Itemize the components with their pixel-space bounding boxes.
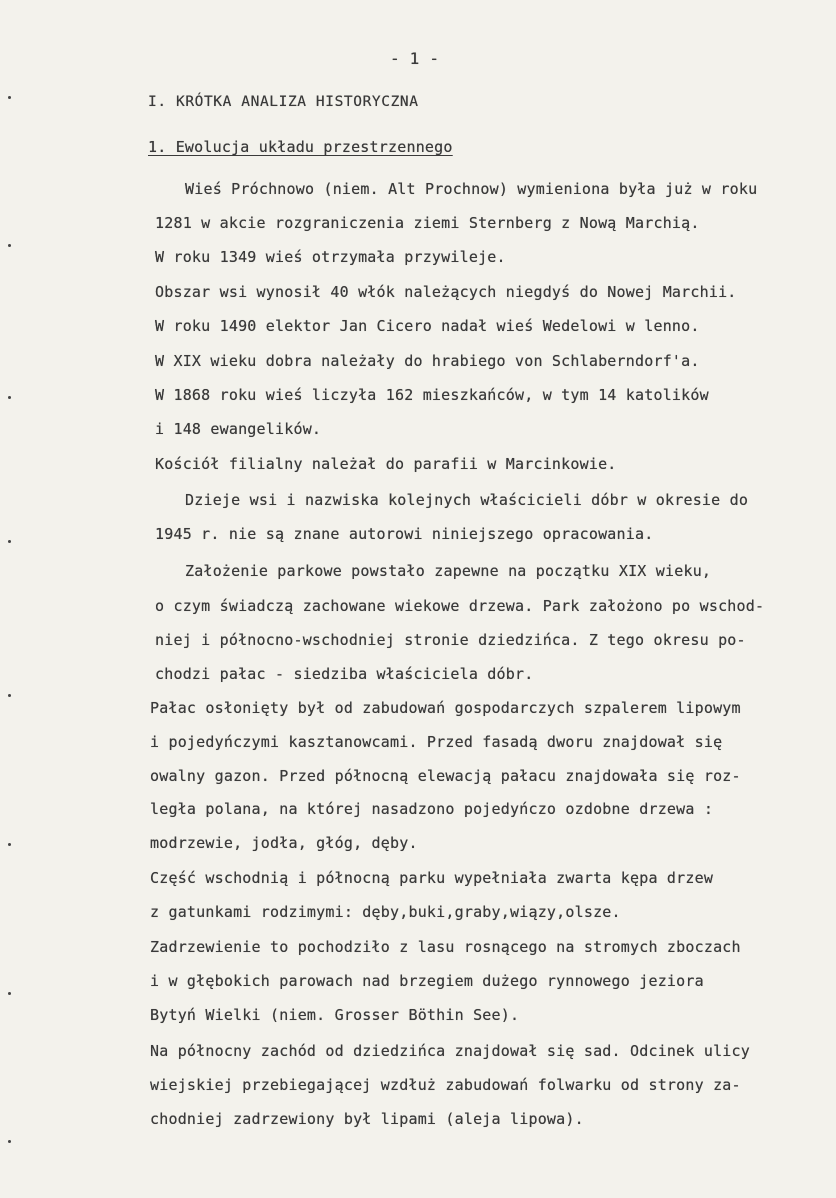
margin-punch-dot	[8, 244, 11, 247]
text-line: owalny gazon. Przed północną elewacją pałacu znajdowała się roz-	[150, 767, 741, 785]
margin-punch-dot	[8, 992, 11, 995]
text-line: o czym świadczą zachowane wiekowe drzewa. Park założono po wschod-	[155, 597, 765, 615]
margin-punch-dot	[8, 843, 11, 846]
margin-punch-dot	[8, 1140, 11, 1143]
text-line: Wieś Próchnowo (niem. Alt Prochnow) wymieniona była już w roku	[185, 180, 758, 198]
text-line: Pałac osłonięty był od zabudowań gospodarczych szpalerem lipowym	[150, 699, 741, 717]
section-title: I. KRÓTKA ANALIZA HISTORYCZNA	[148, 94, 419, 110]
text-line: niej i północno-wschodniej stronie dziedzińca. Z tego okresu po-	[155, 631, 746, 649]
text-line: Na północny zachód od dziedzińca znajdował się sad. Odcinek ulicy	[150, 1042, 750, 1060]
text-line: Obszar wsi wynosił 40 włók należących niegdyś do Nowej Marchii.	[155, 283, 737, 301]
text-line: W roku 1490 elektor Jan Cicero nadał wieś Wedelowi w lenno.	[155, 317, 700, 335]
text-line: i w głębokich parowach nad brzegiem dużego rynnowego jeziora	[150, 972, 704, 990]
text-line: W roku 1349 wieś otrzymała przywileje.	[155, 248, 506, 266]
text-line: chodzi pałac - siedziba właściciela dóbr.	[155, 665, 534, 683]
margin-punch-dot	[8, 540, 11, 543]
text-line: chodniej zadrzewiony był lipami (aleja lipowa).	[150, 1110, 584, 1128]
subsection-title: 1. Ewolucja układu przestrzennego	[148, 138, 453, 156]
text-line: Bytyń Wielki (niem. Grosser Böthin See).	[150, 1006, 520, 1024]
text-line: i 148 ewangelików.	[155, 420, 322, 438]
text-line: legła polana, na której nasadzono pojedyńczo ozdobne drzewa :	[150, 800, 714, 818]
text-line: W 1868 roku wieś liczyła 162 mieszkańców, w tym 14 katolików	[155, 386, 709, 404]
text-line: wiejskiej przebiegającej wzdłuż zabudowań folwarku od strony za-	[150, 1076, 741, 1094]
text-line: Zadrzewienie to pochodziło z lasu rosnącego na stromych zboczach	[150, 938, 741, 956]
text-line: W XIX wieku dobra należały do hrabiego von Schlaberndorf'a.	[155, 352, 700, 370]
text-line: i pojedyńczymi kasztanowcami. Przed fasadą dworu znajdował się	[150, 733, 723, 751]
text-line: Założenie parkowe powstało zapewne na początku XIX wieku,	[185, 562, 712, 580]
text-line: 1281 w akcie rozgraniczenia ziemi Sternberg z Nową Marchią.	[155, 214, 700, 232]
margin-punch-dot	[8, 694, 11, 697]
text-line: Kościół filialny należał do parafii w Marcinkowie.	[155, 455, 617, 473]
text-line: z gatunkami rodzimymi: dęby,buki,graby,wiązy,olsze.	[150, 903, 621, 921]
margin-punch-dot	[8, 396, 11, 399]
margin-punch-dot	[8, 96, 11, 99]
text-line: 1945 r. nie są znane autorowi niniejszego opracowania.	[155, 525, 654, 543]
text-line: modrzewie, jodła, głóg, dęby.	[150, 834, 418, 852]
text-line: Dzieje wsi i nazwiska kolejnych właścicieli dóbr w okresie do	[185, 491, 749, 509]
text-line: Część wschodnią i północną parku wypełniała zwarta kępa drzew	[150, 869, 714, 887]
page-number: - 1 -	[390, 49, 440, 68]
